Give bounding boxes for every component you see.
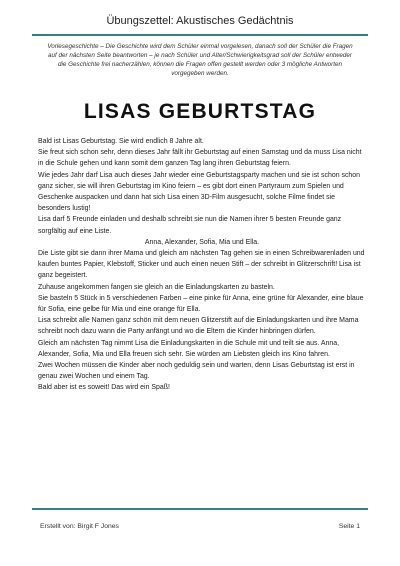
friends-names-list: Anna, Alexander, Sofia, Mia und Ella. bbox=[144, 238, 260, 246]
footer-divider bbox=[32, 508, 368, 510]
page-number: Seite 1 bbox=[338, 523, 360, 530]
story-paragraph: Zuhause angekommen fangen sie gleich an die Einladungskarten zu basteln. bbox=[38, 283, 275, 291]
author-credit: Erstellt von: Birgit F Jones bbox=[40, 523, 119, 530]
instructions-text: Vorlesegeschichte – Die Geschichte wird dem Schüler einmal vorgelesen, danach soll der Schüler die Fragen auf der nächsten Seite beantworten – je nach Schüler und Alter/Schwierigkeitsgrad soll der Schüler entweder die Geschichte frei nacherzählen, können die Fragen offen gestellt werden oder 3 mögliche Antworten vorgegeben werden. bbox=[47, 43, 353, 78]
story-paragraph: Lisa darf 5 Freunde einladen und deshalb schreibt sie nun die Namen ihrer 5 besten Freunde ganz sorgfältig auf eine Liste. bbox=[38, 216, 342, 235]
story-paragraph: Gleich am nächsten Tag nimmt Lisa die Einladungskarten in die Schule mit und teilt sie aus. Anna, Alexander, Sofia, Mia und Ella freuen sich sehr. Sie würden am Liebsten gleich ins Kino fahren. bbox=[38, 339, 340, 358]
story-paragraph: Sie basteln 5 Stück in 5 verschiedenen Farben – eine pinke für Anna, eine grüne für Alexander, eine blaue für Sofia, eine gelbe für Mia und eine orange für Ella. bbox=[38, 294, 364, 314]
story-paragraph: Die Liste gibt sie dann ihrer Mama und gleich am nächsten Tag gehen sie in einen Schreibwarenladen und kaufen buntes Papier, Klebstoff, Sticker und auch einen neuen Stift – der schreibt in Glitzerschrift! Lisa ist ganz begeistert. bbox=[38, 250, 365, 280]
worksheet-title: Übungszettel: Akustisches Gedächtnis bbox=[106, 15, 294, 27]
story-paragraph: Sie freut sich schon sehr, denn dieses Jahr fällt ihr Geburtstag auf einen Samstag und da muss Lisa nicht in die Schule gehen und kann somit dem ganzen Tag lang ihren Geburtstag feiern. bbox=[38, 149, 362, 168]
story-paragraph: Wie jedes Jahr darf Lisa auch dieses Jahr wieder eine Geburtstagsparty machen und sie ist schon schon ganz sicher, sie will ihren Geburtstag im Kino feiern – es gibt dort einen Partyraum zum Spielen und Geschenke auspacken und dann hat sich Lisa einen 3D-Film ausgesucht, solche Filme findet sie besonders lustig! bbox=[38, 171, 360, 213]
story-paragraph: Lisa schreibt alle Namen ganz schön mit dem neuen Glitzerstift auf die Einladungskarten und ihre Mama schreibt noch dazu wann die Party anfängt und wo die Eltern die Kinder hinbringen dürfen. bbox=[38, 317, 359, 336]
story-paragraph: Zwei Wochen müssen die Kinder aber noch geduldig sein und warten, denn Lisas Geburtstag ist erst in genau zwei Wochen und einem Tag. bbox=[38, 362, 355, 381]
header-divider bbox=[32, 34, 368, 36]
story-body bbox=[38, 136, 366, 394]
story-title: LISAS GEBURTSTAG bbox=[83, 100, 317, 123]
story-paragraph: Bald aber ist es soweit! Das wird ein Spaß! bbox=[38, 384, 170, 392]
story-paragraph: Bald ist Lisas Geburtstag. Sie wird endlich 8 Jahre alt. bbox=[38, 138, 204, 145]
